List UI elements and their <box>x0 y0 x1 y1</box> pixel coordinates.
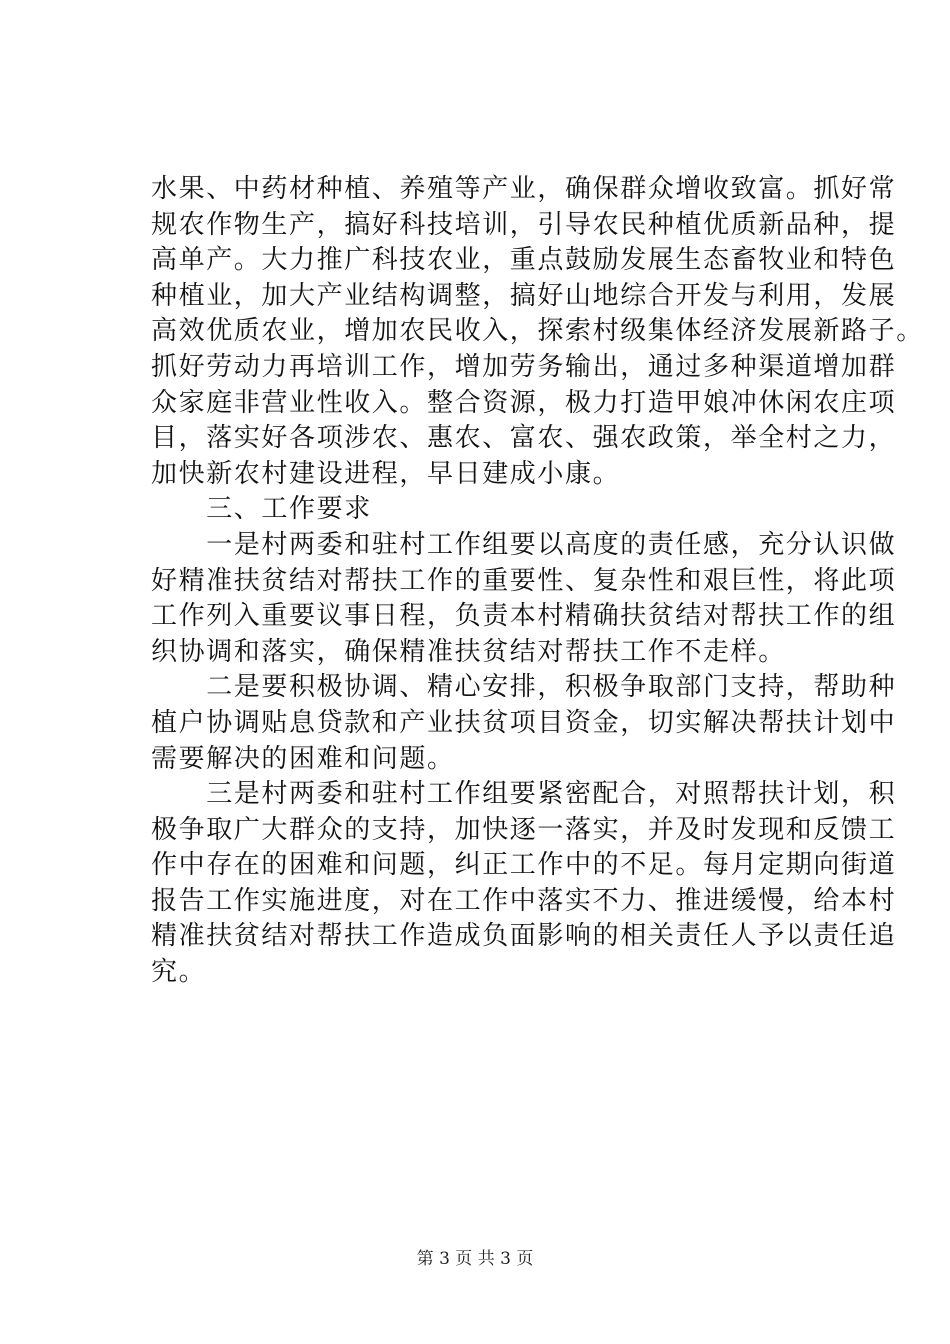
body-line: 好精准扶贫结对帮扶工作的重要性、复杂性和艰巨性，将此项 <box>151 565 897 596</box>
body-line: 种植业，加大产业结构调整，搞好山地综合开发与利用，发展 <box>151 280 897 311</box>
body-line: 目，落实好各项涉农、惠农、富农、强农政策，举全村之力， <box>151 423 897 454</box>
body-line: 众家庭非营业性收入。整合资源，极力打造甲娘冲休闲农庄项 <box>151 387 897 418</box>
body-line: 三是村两委和驻村工作组要紧密配合，对照帮扶计划，积 <box>151 779 897 810</box>
body-line: 工作列入重要议事日程，负责本村精确扶贫结对帮扶工作的组 <box>151 601 897 632</box>
body-line: 加快新农村建设进程，早日建成小康。 <box>151 458 621 489</box>
body-line: 二是要积极协调、精心安排，积极争取部门支持，帮助种 <box>151 672 897 703</box>
body-line: 规农作物生产，搞好科技培训，引导农民种植优质新品种，提 <box>151 209 897 240</box>
body-line: 织协调和落实，确保精准扶贫结对帮扶工作不走样。 <box>151 636 786 667</box>
body-line: 植户协调贴息贷款和产业扶贫项目资金，切实解决帮扶计划中 <box>151 707 897 738</box>
page-number: 第 3 页 共 3 页 <box>416 1249 534 1269</box>
document-body <box>151 172 924 991</box>
page-footer <box>0 1244 950 1269</box>
body-line: 究。 <box>151 957 207 988</box>
body-line: 高效优质农业，增加农民收入，探索村级集体经济发展新路子。 <box>151 316 924 347</box>
body-line: 极争取广大群众的支持，加快逐一落实，并及时发现和反馈工 <box>151 814 897 845</box>
body-line: 精准扶贫结对帮扶工作造成负面影响的相关责任人予以责任追 <box>151 921 897 952</box>
body-line: 一是村两委和驻村工作组要以高度的责任感，充分认识做 <box>151 529 897 560</box>
section-heading: 三、工作要求 <box>151 494 372 525</box>
body-line: 作中存在的困难和问题，纠正工作中的不足。每月定期向街道 <box>151 850 897 881</box>
body-line: 水果、中药材种植、养殖等产业，确保群众增收致富。抓好常 <box>151 174 897 204</box>
body-line: 需要解决的困难和问题。 <box>151 743 455 774</box>
body-line: 高单产。大力推广科技农业，重点鼓励发展生态畜牧业和特色 <box>151 245 897 276</box>
body-line: 抓好劳动力再培训工作，增加劳务输出，通过多种渠道增加群 <box>151 351 897 382</box>
body-line: 报告工作实施进度，对在工作中落实不力、推进缓慢，给本村 <box>151 885 897 916</box>
